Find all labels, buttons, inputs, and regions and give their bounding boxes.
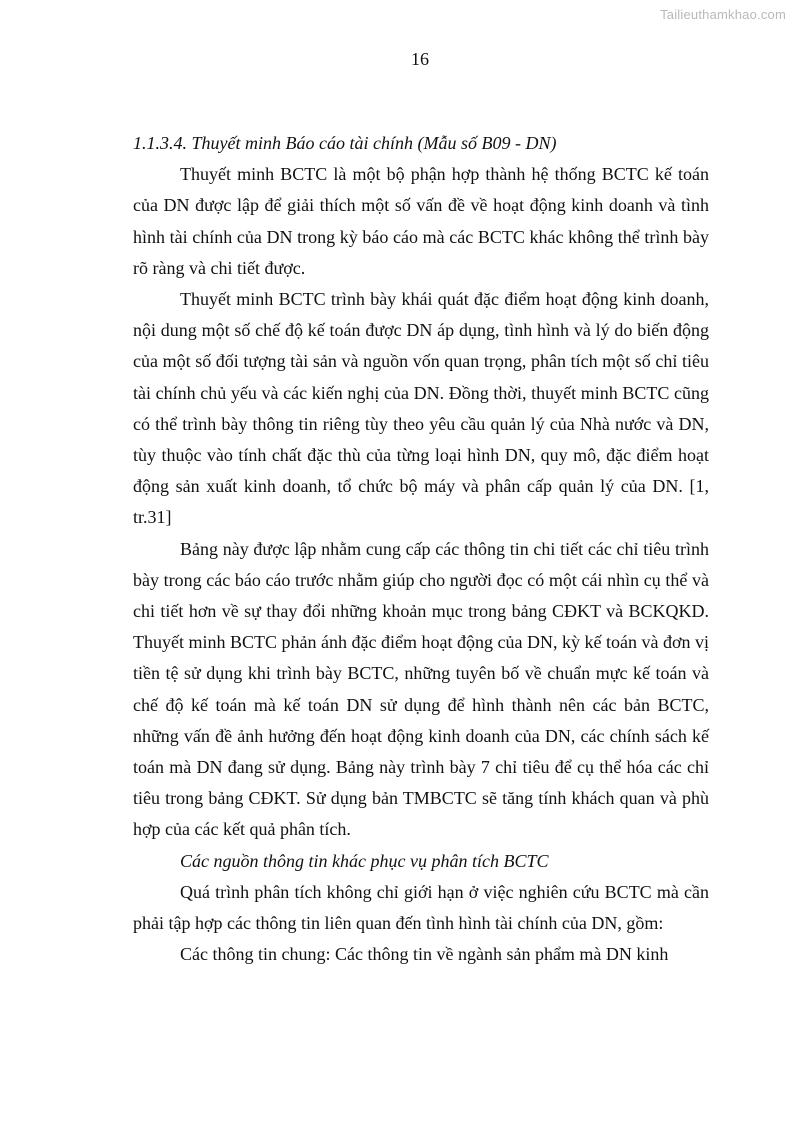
paragraph: Các thông tin chung: Các thông tin về ngành sản phẩm mà DN kinh [180, 944, 669, 965]
paragraph: Quá trình phân tích không chỉ giới hạn ở việc nghiên cứu BCTC mà cần phải tập hợp các thông tin liên quan đến tình hình tài chính của DN, gồm: [133, 881, 709, 934]
paragraph: Thuyết minh BCTC trình bày khái quát đặc điểm hoạt động kinh doanh, nội dung một số chế độ kế toán được DN áp dụng, tình hình và lý do biến động của một số đối tượng tài sản và nguồn vốn quan trọng, phân tích một số chỉ tiêu tài chính chủ yếu và các kiến nghị của DN. Đồng thời, thuyết minh BCTC cũng có thể trình bày thông tin riêng tùy theo yêu cầu quản lý của Nhà nước và DN, tùy thuộc vào tính chất đặc thù của từng loại hình DN, quy mô, đặc điểm hoạt động sản xuất kinh doanh, tổ chức bộ máy và phân cấp quản lý của DN. [1, tr.31] [133, 289, 709, 528]
subsection-heading: Các nguồn thông tin khác phục vụ phân tích BCTC [180, 850, 549, 871]
watermark: Tailieuthamkhao.com [660, 7, 786, 22]
document-body [133, 128, 709, 970]
paragraph: Bảng này được lập nhằm cung cấp các thông tin chi tiết các chỉ tiêu trình bày trong các báo cáo trước nhằm giúp cho người đọc có một cái nhìn cụ thể và chi tiết hơn về sự thay đổi những khoản mục trong bảng CĐKT và BCKQKD. Thuyết minh BCTC phản ánh đặc điểm hoạt động của DN, kỳ kế toán và đơn vị tiền tệ sử dụng khi trình bày BCTC, những tuyên bố về chuẩn mực kế toán và chế độ kế toán mà kế toán DN sử dụng để hình thành nên các bản BCTC, những vấn đề ảnh hưởng đến hoạt động kinh doanh của DN, các chính sách kế toán mà DN đang sử dụng. Bảng này trình bày 7 chỉ tiêu để cụ thể hóa các chỉ tiêu trong bảng CĐKT. Sử dụng bản TMBCTC sẽ tăng tính khách quan và phù hợp của các kết quả phân tích. [133, 538, 709, 840]
section-heading: 1.1.3.4. Thuyết minh Báo cáo tài chính (Mẫu số B09 - DN) [133, 133, 557, 153]
paragraph: Thuyết minh BCTC là một bộ phận hợp thành hệ thống BCTC kế toán của DN được lập để giải thích một số vấn đề về hoạt động kinh doanh và tình hình tài chính của DN trong kỳ báo cáo mà các BCTC khác không thể trình bày rõ ràng và chi tiết được. [133, 164, 709, 278]
page-number: 16 [411, 49, 429, 69]
